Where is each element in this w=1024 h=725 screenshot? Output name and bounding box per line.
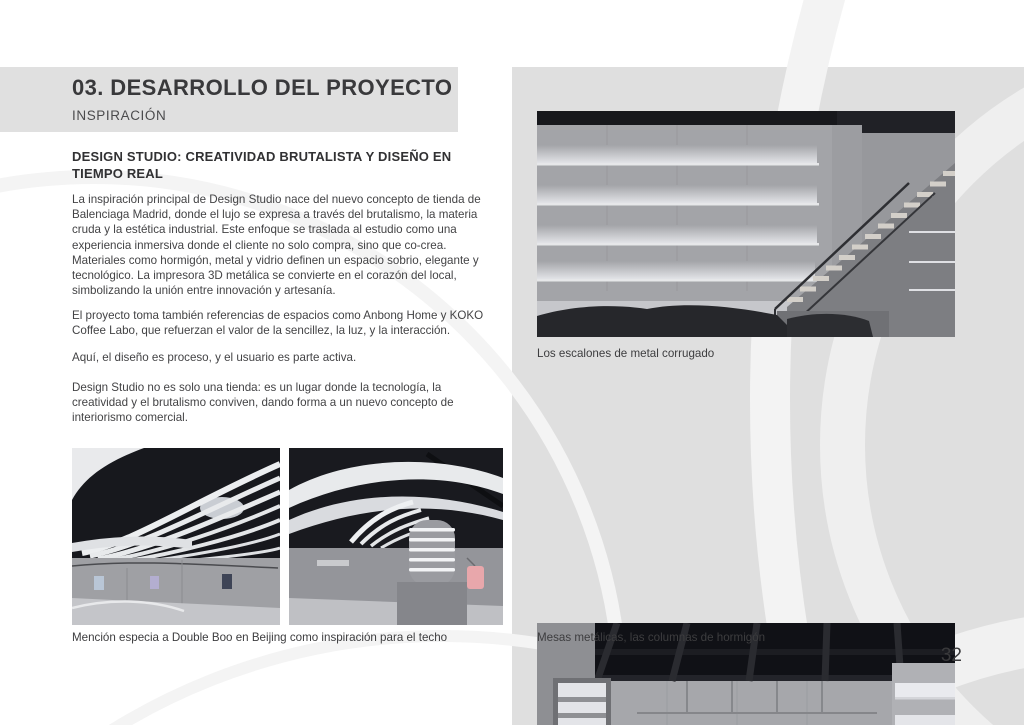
- inspiration-photo-row: [72, 448, 503, 625]
- photo-curved-ceiling-column: [289, 448, 503, 625]
- paragraph: El proyecto toma también referencias de espacios como Anbong Home y KOKO Coffee Labo, que refuerzan el valor de la sencillez, la luz, y la interacción.: [72, 309, 484, 338]
- section-title: 03. DESARROLLO DEL PROYECTO: [72, 75, 453, 100]
- section-title-bar: [0, 67, 458, 132]
- ceiling-photo-art: [72, 448, 280, 625]
- page-number: 32: [940, 645, 962, 666]
- stairs-photo-art: [537, 111, 955, 337]
- ceiling-column-photo-art: [289, 448, 503, 625]
- figure-caption: Los escalones de metal corrugado: [537, 347, 715, 360]
- article-heading: DESIGN STUDIO: CREATIVIDAD BRUTALISTA Y DISEÑO EN TIEMPO REAL: [72, 149, 452, 181]
- section-subtitle: INSPIRACIÓN: [72, 108, 167, 123]
- figure-caption: Mesas metálicas, las columnas de hormigón: [537, 631, 766, 644]
- photo-curved-ceiling-fins: [72, 448, 280, 625]
- right-figure-panel: [512, 67, 1024, 725]
- paragraph: Design Studio no es solo una tienda: es un lugar donde la tecnología, la creatividad y el brutalismo conviven, dando forma a un nuevo concepto de interiorismo comercial.: [72, 381, 454, 425]
- slat-cabinet: [553, 678, 611, 725]
- paragraph: Aquí, el diseño es proceso, y el usuario es parte activa.: [72, 351, 357, 364]
- paragraph: La inspiración principal de Design Studio nace del nuevo concepto de tienda de Balenciaga Madrid, donde el lujo se expresa a través del brutalismo, la materia cruda y la estética industrial. Este enfoque se traslada al estudio como una experiencia inmersiva donde el cliente no solo compra, sino que co-crea. Materiales como hormigón, metal y vidrio definen un espacio sobrio, elegante y tecnológico. La impresora 3D metálica se convierte en el corazón del local, simbolizando la unión entre innovación y artesanía.: [72, 193, 481, 298]
- photo-corrugated-metal-stairs: [537, 111, 955, 337]
- figure-caption: Mención especia a Double Boo en Beijing como inspiración para el techo: [72, 631, 448, 644]
